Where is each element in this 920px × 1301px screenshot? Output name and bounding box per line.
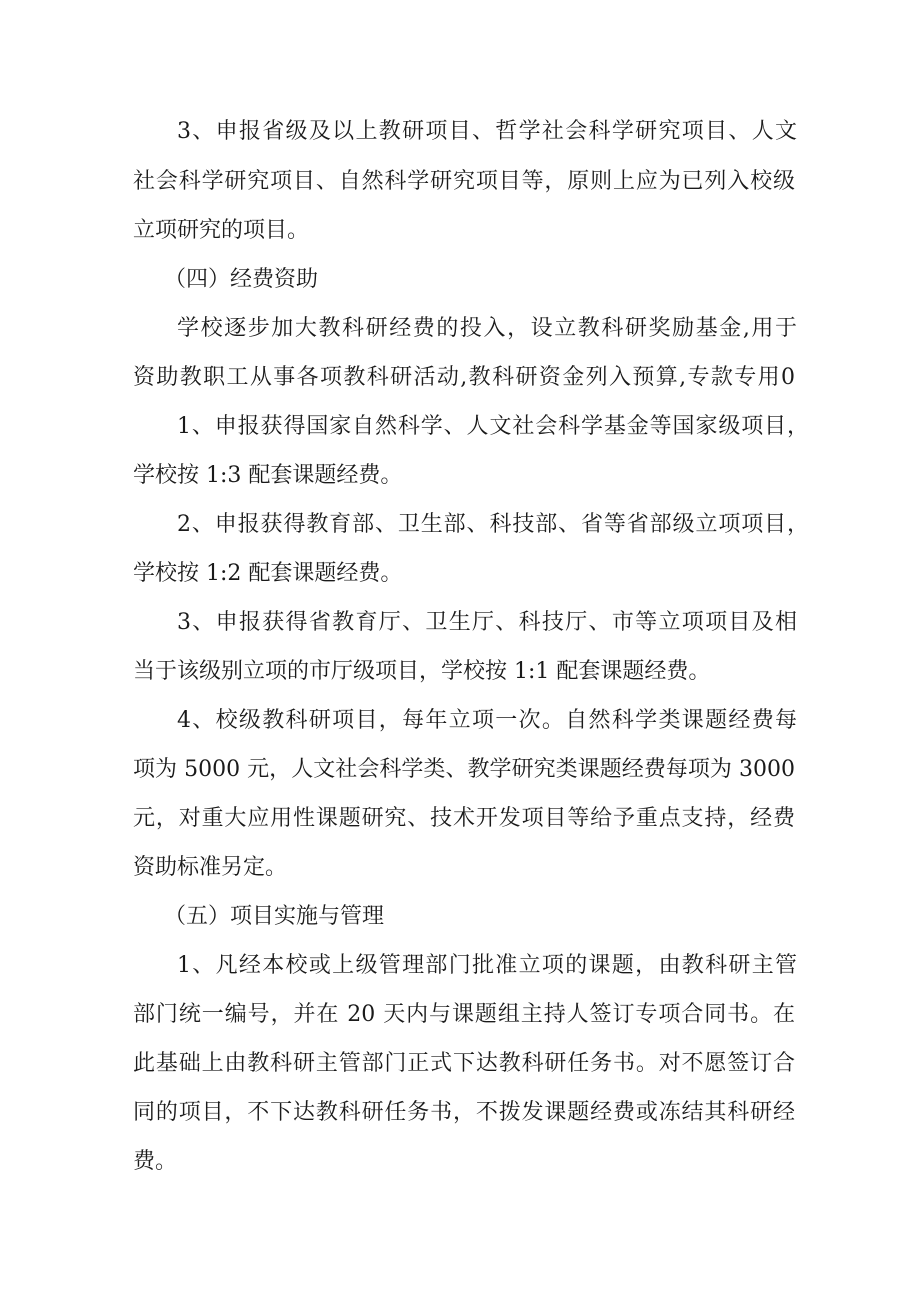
- paragraph-line: 学校逐步加大教科研经费的投入，设立教科研奖励基金,用于: [177, 316, 797, 341]
- section-heading: （四）经费资助: [164, 267, 319, 292]
- paragraph-line: 学校按 1:3 配套课题经费。: [133, 463, 403, 488]
- paragraph-line: 资助标准另定。: [133, 855, 288, 880]
- paragraph-line: 费。: [133, 1149, 178, 1174]
- paragraph-line: 1、凡经本校或上级管理部门批准立项的课题，由教科研主管: [177, 953, 797, 978]
- section-heading: （五）项目实施与管理: [164, 904, 385, 929]
- paragraph-line: 2、申报获得教育部、卫生部、科技部、省等省部级立项项目，: [177, 512, 809, 537]
- paragraph-line: 元，对重大应用性课题研究、技术开发项目等给予重点支持，经费: [133, 806, 795, 831]
- paragraph-line: 1、申报获得国家自然科学、人文社会科学基金等国家级项目，: [177, 414, 809, 439]
- paragraph-line: 社会科学研究项目、自然科学研究项目等，原则上应为已列入校级: [133, 169, 795, 194]
- paragraph-line: 立项研究的项目。: [133, 218, 310, 243]
- paragraph-line: 资助教职工从事各项教科研活动,教科研资金列入预算,专款专用0: [133, 365, 795, 390]
- paragraph-line: 此基础上由教科研主管部门正式下达教科研任务书。对不愿签订合: [133, 1051, 795, 1076]
- paragraph-line: 项为 5000 元，人文社会科学类、教学研究类课题经费每项为 3000: [133, 757, 795, 782]
- paragraph-line: 3、申报省级及以上教研项目、哲学社会科学研究项目、人文: [177, 119, 797, 144]
- paragraph-line: 学校按 1:2 配套课题经费。: [133, 561, 403, 586]
- paragraph-line: 3、申报获得省教育厅、卫生厅、科技厅、市等立项项目及相: [177, 610, 797, 635]
- paragraph-line: 4、校级教科研项目，每年立项一次。自然科学类课题经费每: [177, 708, 797, 733]
- paragraph-line: 当于该级别立项的市厅级项目，学校按 1:1 配套课题经费。: [133, 659, 711, 684]
- paragraph-line: 同的项目，不下达教科研任务书，不拨发课题经费或冻结其科研经: [133, 1100, 795, 1125]
- paragraph-line: 部门统一编号，并在 20 天内与课题组主持人签订专项合同书。在: [133, 1002, 795, 1027]
